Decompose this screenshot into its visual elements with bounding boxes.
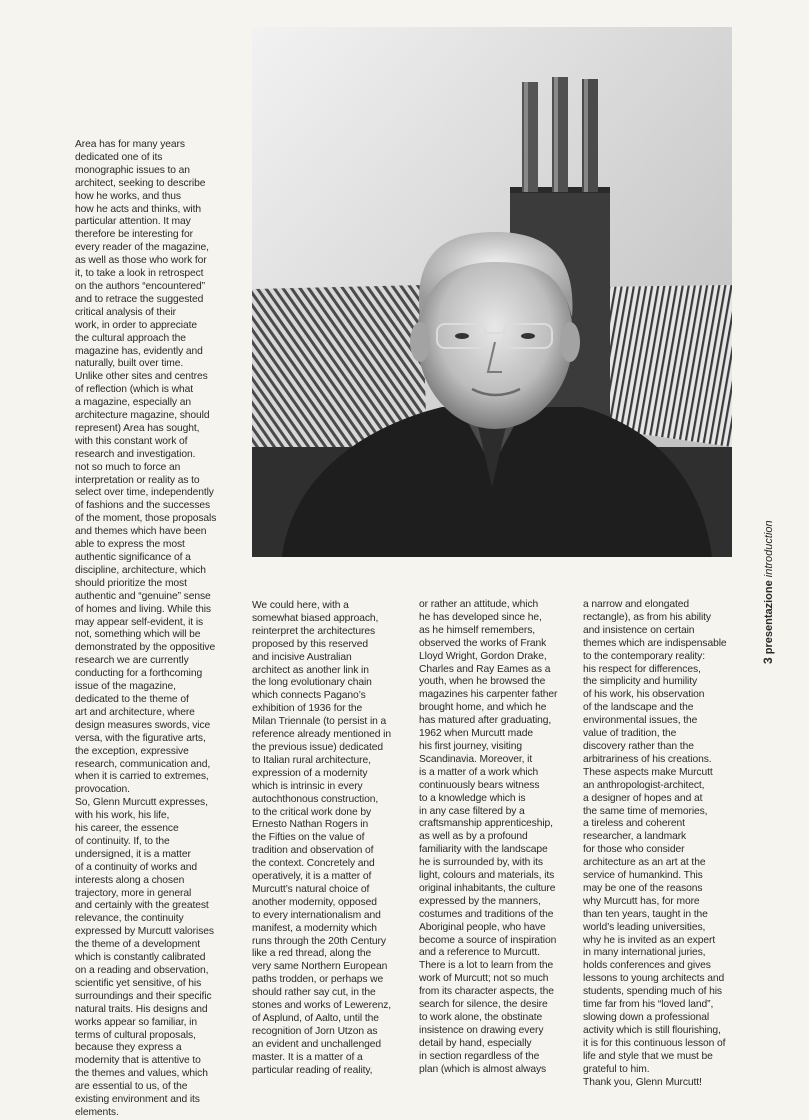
column-1-text: Area has for many years dedicated one of its monographic issues to an architect, seeking to describe how he works, and thus how he acts and thinks, with particular attention. It may therefore be interesting for every reader of the magazine, as well as those who work for it, to take a look in retrospect on the authors “encountered” and to retrace the suggested critical analysis of their work, in order to appreciate the cultural approach the magazine has, evidently and naturally, built over time. Unlike other sites and centres of reflection (which is what a magazine, especially an architecture magazine, should represent) Area has sought, with this constant work of research and investigation. not so much to force an interpretation or reality as to select over time, independently of fashions and the successes of the moment, those proposals and themes which have been able to express the most authentic significance of a discipline, architecture, which should prioritize the most authentic and “genuine” sense of homes and living. While this may appear self-evident, it is not, something which will be demonstrated by the oppositive research we are currently conducting for a forthcoming issue of the magazine, dedicated to the theme of art and architecture, where design measures swords, vice versa, with the figurative arts, the exception, expressive research, communication and, when it is carried to extremes, provocation. So, Glenn Murcutt expresses, with his work, his life, his career, the essence of continuity. If, to the undersigned, it is a matter of a continuity of works and interests along a chosen trajectory, more in general and certainly with the greatest relevance, the continuity expressed by Murcutt valorises the theme of a development which is constantly calibrated on a reading and observation, scientific yet sensitive, of his surroundings and their specific natural traits. His designs and works appear so familiar, in terms of cultural proposals, because they express a modernity that is attentive to the themes and values, which are essential to us, of the existing environment and its elements.	[75, 139, 217, 1118]
portrait-illustration	[252, 27, 732, 557]
section-subtitle: introduction	[763, 520, 775, 578]
page-section-marker	[757, 520, 779, 790]
text-column-2	[252, 600, 417, 1078]
text-column-4	[583, 599, 743, 1089]
portrait-photo	[252, 27, 732, 557]
text-column-3	[419, 599, 584, 1077]
text-column-1	[75, 139, 245, 1120]
column-3-text: or rather an attitude, which he has developed since he, as he himself remembers, observed the works of Frank Lloyd Wright, Gordon Drake, Charles and Ray Eames as a youth, when he browsed the magazines his carpenter father brought home, and which he has matured after graduating, 1962 when Murcutt made his first journey, visiting Scandinavia. Moreover, it is a matter of a work which continuously bears witness to a knowledge which is in any case filtered by a craftsmanship apprenticeship, as well as by a profound familiarity with the landscape he is surrounded by, with its light, colours and materials, its original inhabitants, the culture expressed by the manners, costumes and traditions of the Aboriginal people, who have become a source of inspiration and a reference to Murcutt. There is a lot to learn from the work of Murcutt; not so much from its character aspects, the search for silence, the desire to work alone, the obstinate insistence on drawing every detail by hand, especially in section regardless of the plan (which is almost always	[419, 599, 558, 1075]
column-2-text: We could here, with a somewhat biased approach, reinterpret the architectures proposed by this reserved and incisive Australian architect as another link in the long evolutionary chain which connects Pagano’s exhibition of 1936 for the Milan Triennale (to persist in a reference already mentioned in the previous issue) dedicated to Italian rural architecture, expression of a modernity which is intrinsic in every autochthonous construction, to the critical work done by Ernesto Nathan Rogers in the Fifties on the value of tradition and observation of the context. Concretely and operatively, it is a matter of Murcutt’s natural choice of another modernity, opposed to every internationalism and manifest, a modernity which runs through the 20th Century like a red thread, along the very same Northern European paths trodden, or perhaps we should rather say cut, in the stones and works of Lewerenz, of Asplund, of Aalto, until the recognition of Jorn Utzon as an evident and unchallenged master. It is a matter of a particular reading of reality,	[252, 600, 392, 1076]
column-4-text: a narrow and elongated rectangle), as from his ability and insistence on certain themes which are indispensable to the contemporary reality: his respect for differences, the simplicity and humility of his work, his observation of the landscape and the environmental issues, the value of tradition, the discovery rather than the arbitrariness of his creations. These aspects make Murcutt an anthropologist-architect, a designer of hopes and at the same time of memories, a tireless and coherent researcher, a landmark for those who consider architecture as an art at the service of humankind. This may be one of the reasons why Murcutt has, for more than ten years, taught in the world’s leading universities, why he is invited as an expert in many international juries, holds conferences and gives lessons to young architects and students, spending much of his time far from his “loved land”, slowing down a professional activity which is still flourishing, it is for this continuous lesson of life and style that we must be grateful to him. Thank you, Glenn Murcutt!	[583, 599, 727, 1088]
section-name: presentazione	[763, 580, 775, 655]
page-number: 3	[761, 657, 775, 664]
